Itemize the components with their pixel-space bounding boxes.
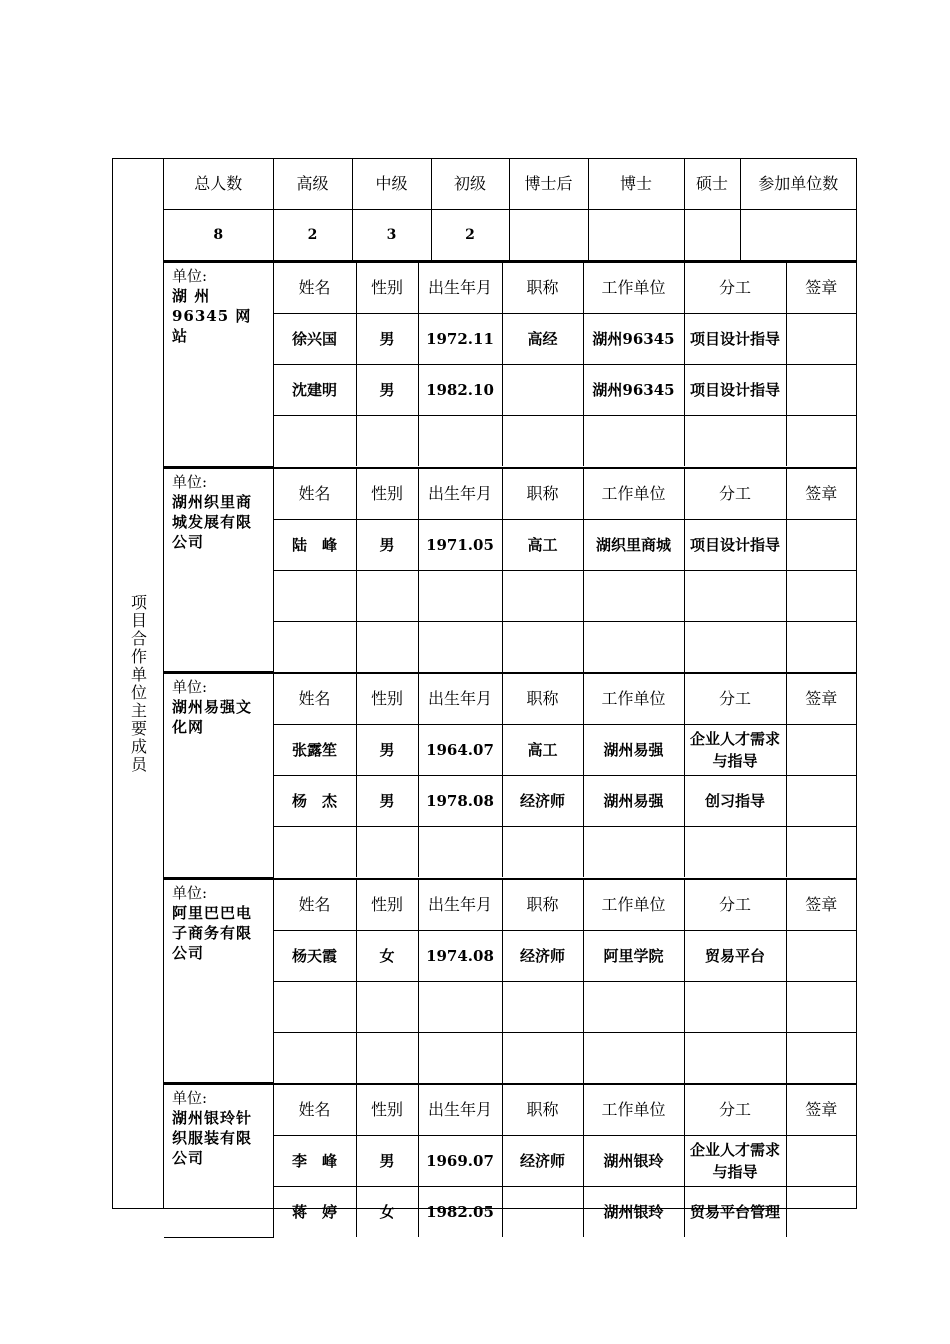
member-cell: 湖织里商城 [583,519,684,570]
member-cell [786,1136,856,1187]
member-cell [786,1032,856,1083]
summary-table [164,159,856,261]
member-cell: 1978.08 [418,776,502,827]
member-cell [273,570,356,621]
summary-value: 2 [273,210,352,261]
unit-label: 单位: [172,267,208,285]
member-cell: 1964.07 [418,725,502,776]
member-column-header: 职称 [502,1085,583,1136]
member-cell: 经济师 [502,930,583,981]
member-header-row [164,468,856,519]
member-cell [356,570,418,621]
member-cell [273,981,356,1032]
member-column-header: 工作单位 [583,468,684,519]
unit-label: 单位: [172,472,208,491]
summary-header: 总人数 [164,159,273,210]
member-cell: 项目设计指导 [684,519,786,570]
member-table [164,262,856,467]
member-cell [356,416,418,467]
member-column-header: 签章 [786,263,856,314]
member-cell: 项目设计指导 [684,365,786,416]
unit-cell [164,263,273,467]
member-cell [583,827,684,878]
summary-value [740,210,856,261]
member-cell [786,519,856,570]
member-cell: 经济师 [502,776,583,827]
members-form [112,158,857,1221]
member-column-header: 分工 [684,468,786,519]
member-column-header: 职称 [502,263,583,314]
member-cell [356,621,418,672]
member-cell: 男 [356,725,418,776]
member-cell: 创习指导 [684,776,786,827]
member-column-header: 工作单位 [583,674,684,725]
member-cell: 男 [356,365,418,416]
member-cell [786,827,856,878]
member-header-row [164,674,856,725]
member-column-header: 签章 [786,468,856,519]
member-cell: 贸易平台 [684,930,786,981]
side-label-cell [113,159,164,1208]
member-cell [273,1032,356,1083]
member-cell [684,621,786,672]
member-cell: 企业人才需求与指导 [684,725,786,776]
member-cell [786,621,856,672]
member-cell [502,981,583,1032]
member-cell: 企业人才需求与指导 [684,1136,786,1187]
member-cell [684,416,786,467]
member-cell [418,621,502,672]
member-cell [356,1032,418,1083]
member-cell: 阿里学院 [583,930,684,981]
form-main [164,159,856,1221]
member-column-header: 签章 [786,879,856,930]
member-cell [356,981,418,1032]
member-cell: 湖州银玲 [583,1136,684,1187]
member-column-header: 出生年月 [418,1085,502,1136]
member-column-header: 姓名 [273,263,356,314]
member-cell: 1971.05 [418,519,502,570]
member-cell: 高经 [502,314,583,365]
unit-name: 湖 州 96345 网站 [172,287,252,345]
member-column-header: 职称 [502,468,583,519]
member-cell [684,827,786,878]
member-cell: 徐兴国 [273,314,356,365]
summary-header: 硕士 [684,159,740,210]
member-cell [583,416,684,467]
member-column-header: 姓名 [273,879,356,930]
unit-group [164,878,856,1084]
summary-value: 2 [431,210,509,261]
member-header-row [164,879,856,930]
unit-name: 湖州织里商城发展有限公司 [172,492,253,551]
summary-header: 中级 [352,159,431,210]
member-cell [786,314,856,365]
member-column-header: 工作单位 [583,263,684,314]
member-cell [502,621,583,672]
summary-header-row [164,159,856,210]
member-cell: 1982.10 [418,365,502,416]
member-column-header: 性别 [356,1085,418,1136]
member-cell: 项目设计指导 [684,314,786,365]
summary-header: 初级 [431,159,509,210]
member-column-header: 分工 [684,674,786,725]
member-cell [418,981,502,1032]
member-cell: 男 [356,776,418,827]
member-column-header: 性别 [356,468,418,519]
member-cell: 女 [356,1187,418,1238]
unit-label: 单位: [172,883,208,902]
unit-name: 阿里巴巴电子商务有限公司 [172,903,253,962]
member-column-header: 工作单位 [583,879,684,930]
member-table [164,1084,856,1238]
member-cell [418,416,502,467]
member-cell [583,621,684,672]
member-cell: 蒋 婷 [273,1187,356,1238]
member-cell [273,416,356,467]
member-column-header: 姓名 [273,468,356,519]
member-cell: 湖州银玲 [583,1187,684,1238]
member-cell [684,1032,786,1083]
summary-header: 博士后 [509,159,588,210]
member-column-header: 性别 [356,879,418,930]
member-column-header: 姓名 [273,674,356,725]
member-cell [583,1032,684,1083]
member-column-header: 分工 [684,263,786,314]
member-cell: 男 [356,1136,418,1187]
member-cell [786,725,856,776]
unit-group [164,261,856,467]
unit-cell [164,468,273,672]
member-cell [356,827,418,878]
member-cell [786,930,856,981]
unit-name: 湖州易强文化网 [172,698,253,736]
unit-groups [164,261,856,1238]
unit-group [164,467,856,673]
summary-header: 博士 [588,159,684,210]
summary-value: 8 [164,210,273,261]
member-cell [418,570,502,621]
member-cell [502,416,583,467]
member-cell [273,827,356,878]
member-column-header: 出生年月 [418,674,502,725]
member-cell: 陆 峰 [273,519,356,570]
summary-header: 参加单位数 [740,159,856,210]
member-column-header: 性别 [356,263,418,314]
member-table [164,879,856,1084]
member-cell [684,981,786,1032]
member-column-header: 出生年月 [418,879,502,930]
member-cell: 李 峰 [273,1136,356,1187]
member-column-header: 工作单位 [583,1085,684,1136]
summary-value: 3 [352,210,431,261]
member-table [164,468,856,673]
unit-name: 湖州银玲针织服装有限公司 [172,1109,253,1167]
unit-cell [164,674,273,878]
member-column-header: 性别 [356,674,418,725]
member-column-header: 分工 [684,1085,786,1136]
member-cell [786,1187,856,1238]
member-cell [583,570,684,621]
member-cell: 张露笙 [273,725,356,776]
member-cell [502,827,583,878]
member-column-header: 职称 [502,879,583,930]
member-cell: 湖州96345 [583,365,684,416]
unit-group [164,672,856,878]
member-cell: 1982.05 [418,1187,502,1238]
member-cell: 1969.07 [418,1136,502,1187]
member-cell [786,570,856,621]
member-cell [502,1187,583,1238]
member-cell: 男 [356,314,418,365]
member-cell: 男 [356,519,418,570]
member-cell: 湖州易强 [583,725,684,776]
member-cell [786,981,856,1032]
member-cell: 杨天霞 [273,930,356,981]
member-cell [502,1032,583,1083]
summary-header: 高级 [273,159,352,210]
unit-label: 单位: [172,1089,208,1107]
summary-value [684,210,740,261]
member-cell: 高工 [502,519,583,570]
unit-group [164,1083,856,1238]
member-column-header: 签章 [786,1085,856,1136]
member-cell [583,981,684,1032]
member-cell: 贸易平台管理 [684,1187,786,1238]
member-cell [786,365,856,416]
summary-value-row [164,210,856,261]
member-column-header: 分工 [684,879,786,930]
member-cell [418,1032,502,1083]
member-cell [502,570,583,621]
member-cell: 湖州96345 [583,314,684,365]
member-cell: 杨 杰 [273,776,356,827]
member-column-header: 签章 [786,674,856,725]
member-header-row [164,263,856,314]
member-cell: 女 [356,930,418,981]
member-cell [786,776,856,827]
member-cell [786,416,856,467]
summary-value [588,210,684,261]
member-cell [418,827,502,878]
unit-label: 单位: [172,678,208,696]
member-cell: 高工 [502,725,583,776]
member-cell: 沈建明 [273,365,356,416]
member-cell: 湖州易强 [583,776,684,827]
member-column-header: 出生年月 [418,263,502,314]
member-column-header: 职称 [502,674,583,725]
member-column-header: 出生年月 [418,468,502,519]
member-header-row [164,1085,856,1136]
member-column-header: 姓名 [273,1085,356,1136]
member-cell: 1972.11 [418,314,502,365]
unit-cell [164,879,273,1083]
member-cell [502,365,583,416]
summary-value [509,210,588,261]
member-table [164,673,856,878]
member-cell [273,621,356,672]
member-cell: 1974.08 [418,930,502,981]
member-cell: 经济师 [502,1136,583,1187]
unit-cell [164,1085,273,1238]
member-cell [684,570,786,621]
side-label: 项目合作单位主要成员 [128,593,148,774]
